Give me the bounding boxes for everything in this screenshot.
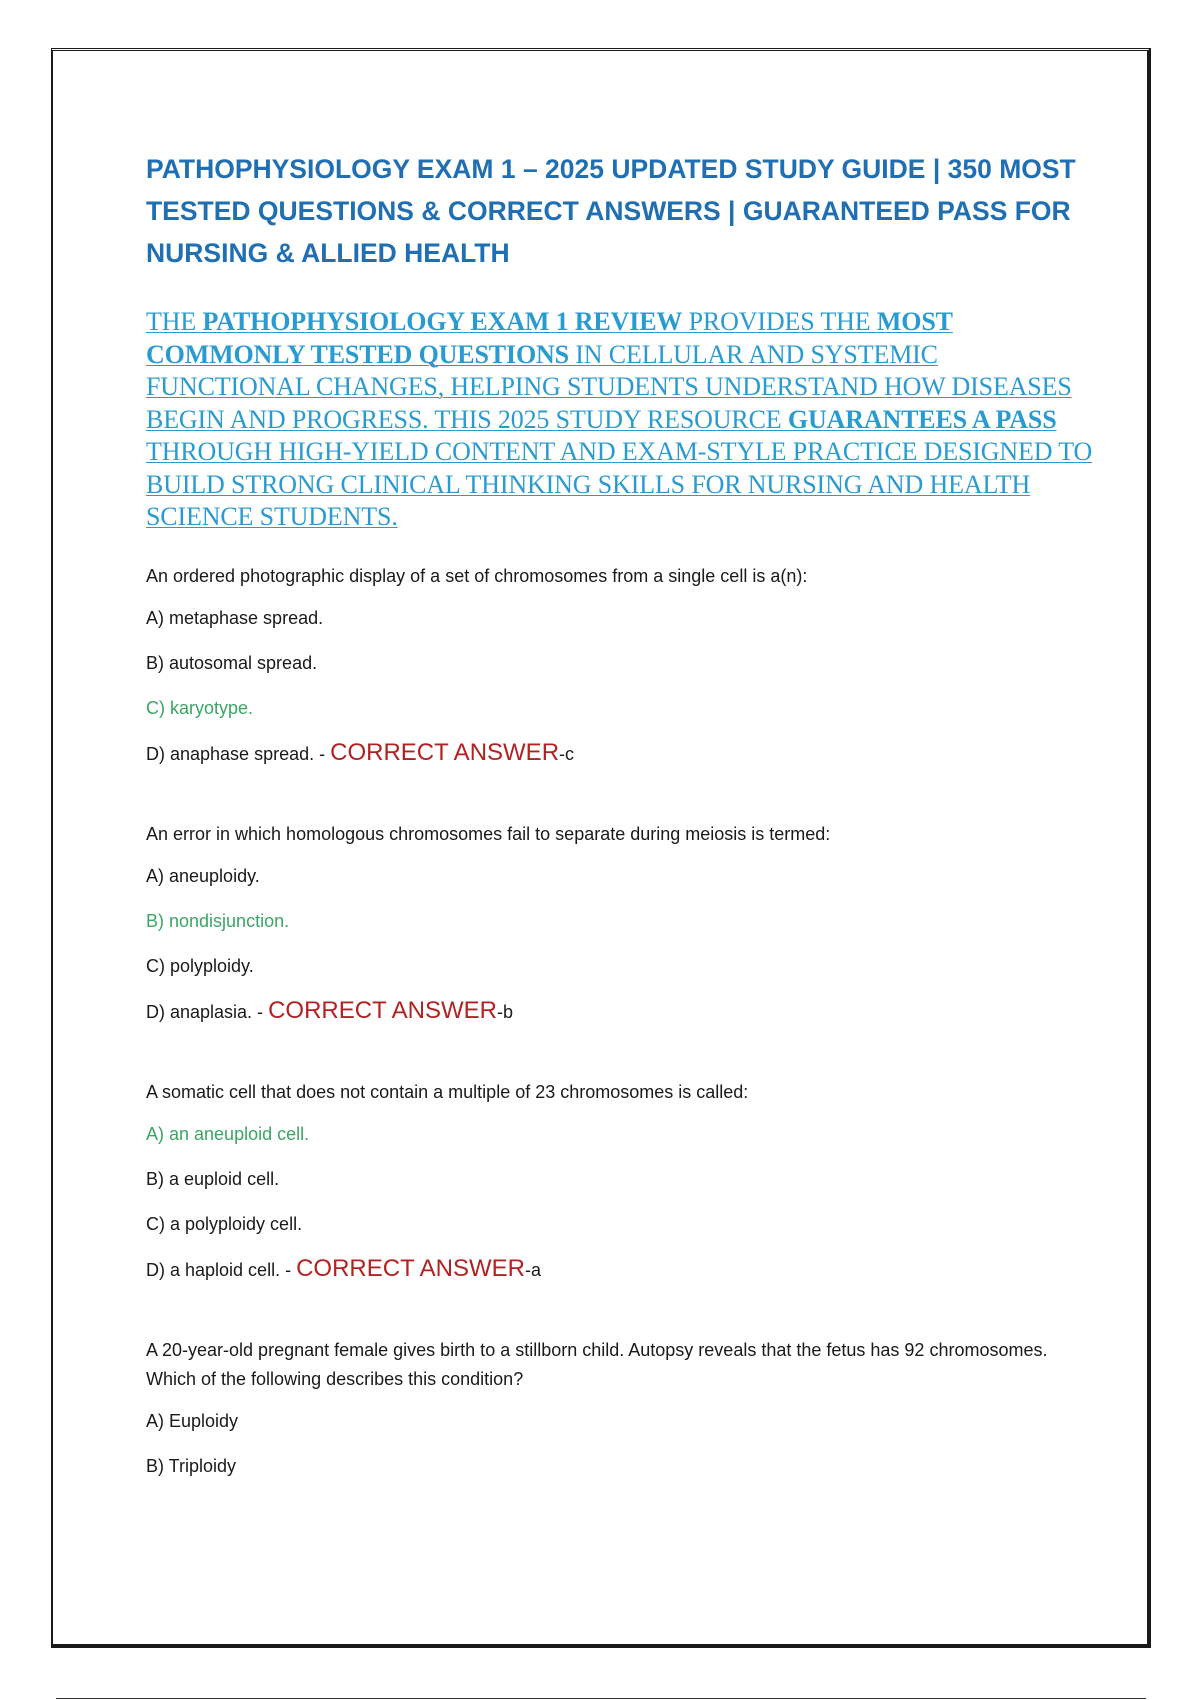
correct-answer-label: CORRECT ANSWER: [268, 996, 497, 1024]
answer-option: C) polyploidy.: [146, 955, 254, 976]
answer-option-correct: B) nondisjunction.: [146, 910, 290, 931]
question-text: An error in which homologous chromosomes fail to separate during meiosis is termed:: [146, 823, 831, 844]
footer-divider: [56, 1698, 1146, 1699]
document-body: [146, 148, 1096, 1478]
document-title: PATHOPHYSIOLOGY EXAM 1 – 2025 UPDATED STUDY GUIDE | 350 MOST TESTED QUESTIONS & CORRECT ANSWERS | GUARANTEED PASS FOR NURSING & ALLIED HEALTH: [146, 154, 1076, 268]
answer-option: A) metaphase spread.: [146, 607, 324, 628]
answer-option-correct: C) karyotype.: [146, 697, 254, 718]
answer-option: D) a haploid cell. -: [146, 1259, 297, 1280]
answer-key: -a: [525, 1259, 542, 1280]
answer-option: B) a euploid cell.: [146, 1168, 280, 1189]
answer-option: B) autosomal spread.: [146, 652, 318, 673]
intro-text: PROVIDES THE: [682, 307, 877, 336]
question-block: [146, 562, 1096, 766]
intro-text: IN CELLULAR AND SYSTEMIC FUNCTIONAL CHANGES, HELPING STUDENTS UNDERSTAND HOW DISEASES BEGIN AND PROGRESS. THIS 2025 STUDY RESOURCE: [146, 339, 1072, 434]
answer-key: -c: [559, 743, 575, 764]
intro-text: THROUGH HIGH-YIELD CONTENT AND EXAM-STYLE PRACTICE DESIGNED TO BUILD STRONG CLINICAL THINKING SKILLS FOR NURSING AND HEALTH SCIENCE STUDENTS.: [146, 437, 1093, 531]
answer-option-with-key: [146, 738, 1096, 766]
intro-text: THE: [146, 307, 203, 336]
correct-answer-label: CORRECT ANSWER: [296, 1254, 525, 1282]
answer-option: B) Triploidy: [146, 1455, 237, 1476]
answer-option: A) aneuploidy.: [146, 865, 260, 886]
answer-option: C) a polyploidy cell.: [146, 1213, 303, 1234]
intro-paragraph: [146, 306, 1096, 534]
question-block: [146, 820, 1096, 1024]
answer-option: D) anaplasia. -: [146, 1001, 269, 1022]
question-text: A somatic cell that does not contain a multiple of 23 chromosomes is called:: [146, 1081, 749, 1102]
intro-emphasis: PATHOPHYSIOLOGY EXAM 1 REVIEW: [202, 307, 683, 336]
answer-key: -b: [496, 1001, 513, 1022]
answer-option-correct: A) an aneuploid cell.: [146, 1123, 310, 1144]
intro-emphasis: MOST COMMONLY TESTED QUESTIONS: [146, 307, 953, 369]
answer-option: D) anaphase spread. -: [146, 743, 331, 764]
answer-option-with-key: [146, 1254, 1096, 1282]
answer-option-with-key: [146, 996, 1096, 1024]
correct-answer-label: CORRECT ANSWER: [330, 738, 560, 766]
question-text: An ordered photographic display of a set of chromosomes from a single cell is a(n):: [146, 565, 808, 586]
question-block: [146, 1078, 1096, 1282]
answer-option: A) Euploidy: [146, 1410, 239, 1431]
intro-emphasis: GUARANTEES A PASS: [787, 404, 1057, 434]
question-block: [146, 1336, 1096, 1478]
question-text: A 20-year-old pregnant female gives birth to a stillborn child. Autopsy reveals that the fetus has 92 chromosomes. Which of the following describes this condition?: [146, 1339, 1048, 1389]
